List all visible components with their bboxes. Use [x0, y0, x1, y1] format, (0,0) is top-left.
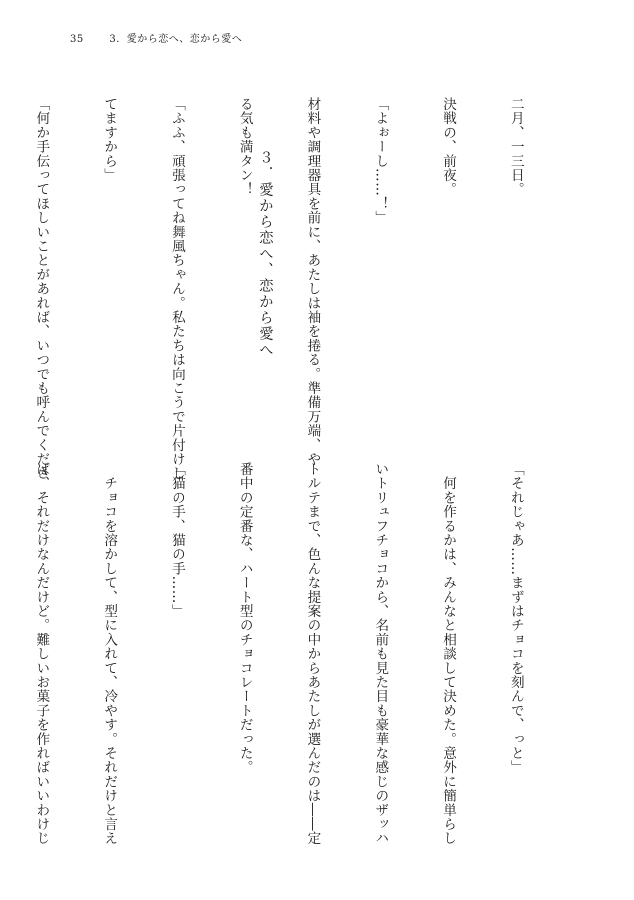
text-line: 二月、一三日。 — [507, 97, 524, 197]
text-line: 「それじゃあ……まずはチョコを刻んで、っと」 — [507, 462, 524, 775]
running-header — [70, 30, 242, 45]
running-title: 3．愛から恋へ、恋から愛へ — [109, 34, 243, 45]
text-line: 「ふふ、頑張ってね舞風ちゃん。私たちは向こうで片付けし — [168, 97, 185, 481]
chapter-title: ３．愛から恋へ、恋から愛へ — [256, 150, 273, 358]
text-line: 番中の定番な、ハート型のチョコレートだった。 — [236, 462, 253, 775]
text-line: 「よぉーし……！」 — [372, 97, 389, 225]
text-line: 何を作るかは、みんなと相談して決めた。意外に簡単らし — [440, 462, 457, 846]
text-line: ば、それだけなんだけど。難しいお菓子を作ればいいわけじ — [33, 462, 50, 846]
text-line: 決戦の、前夜。 — [440, 97, 457, 197]
text-line: トルテまで、色んな提案の中からあたしが選んだのは――定 — [304, 462, 321, 846]
text-line: チョコを溶かして、型に入れて、冷やす。それだけと言え — [101, 462, 118, 846]
page-number: 35 — [70, 34, 84, 45]
text-line: てますから」 — [101, 97, 118, 183]
text-line: いトリュフチョコから、名前も見た目も豪華な感じのザッハ — [372, 462, 389, 846]
text-line: 材料や調理器具を前に、あたしは袖を捲る。準備万端、や — [304, 97, 321, 467]
text-line: 「猫の手、猫の手……」 — [168, 462, 185, 619]
text-line: る気も満タン！ — [236, 97, 253, 197]
text-line: 「何か手伝ってほしいことがあれば、いつでも呼んでくださ — [33, 97, 50, 481]
lower-text-block — [0, 462, 572, 846]
